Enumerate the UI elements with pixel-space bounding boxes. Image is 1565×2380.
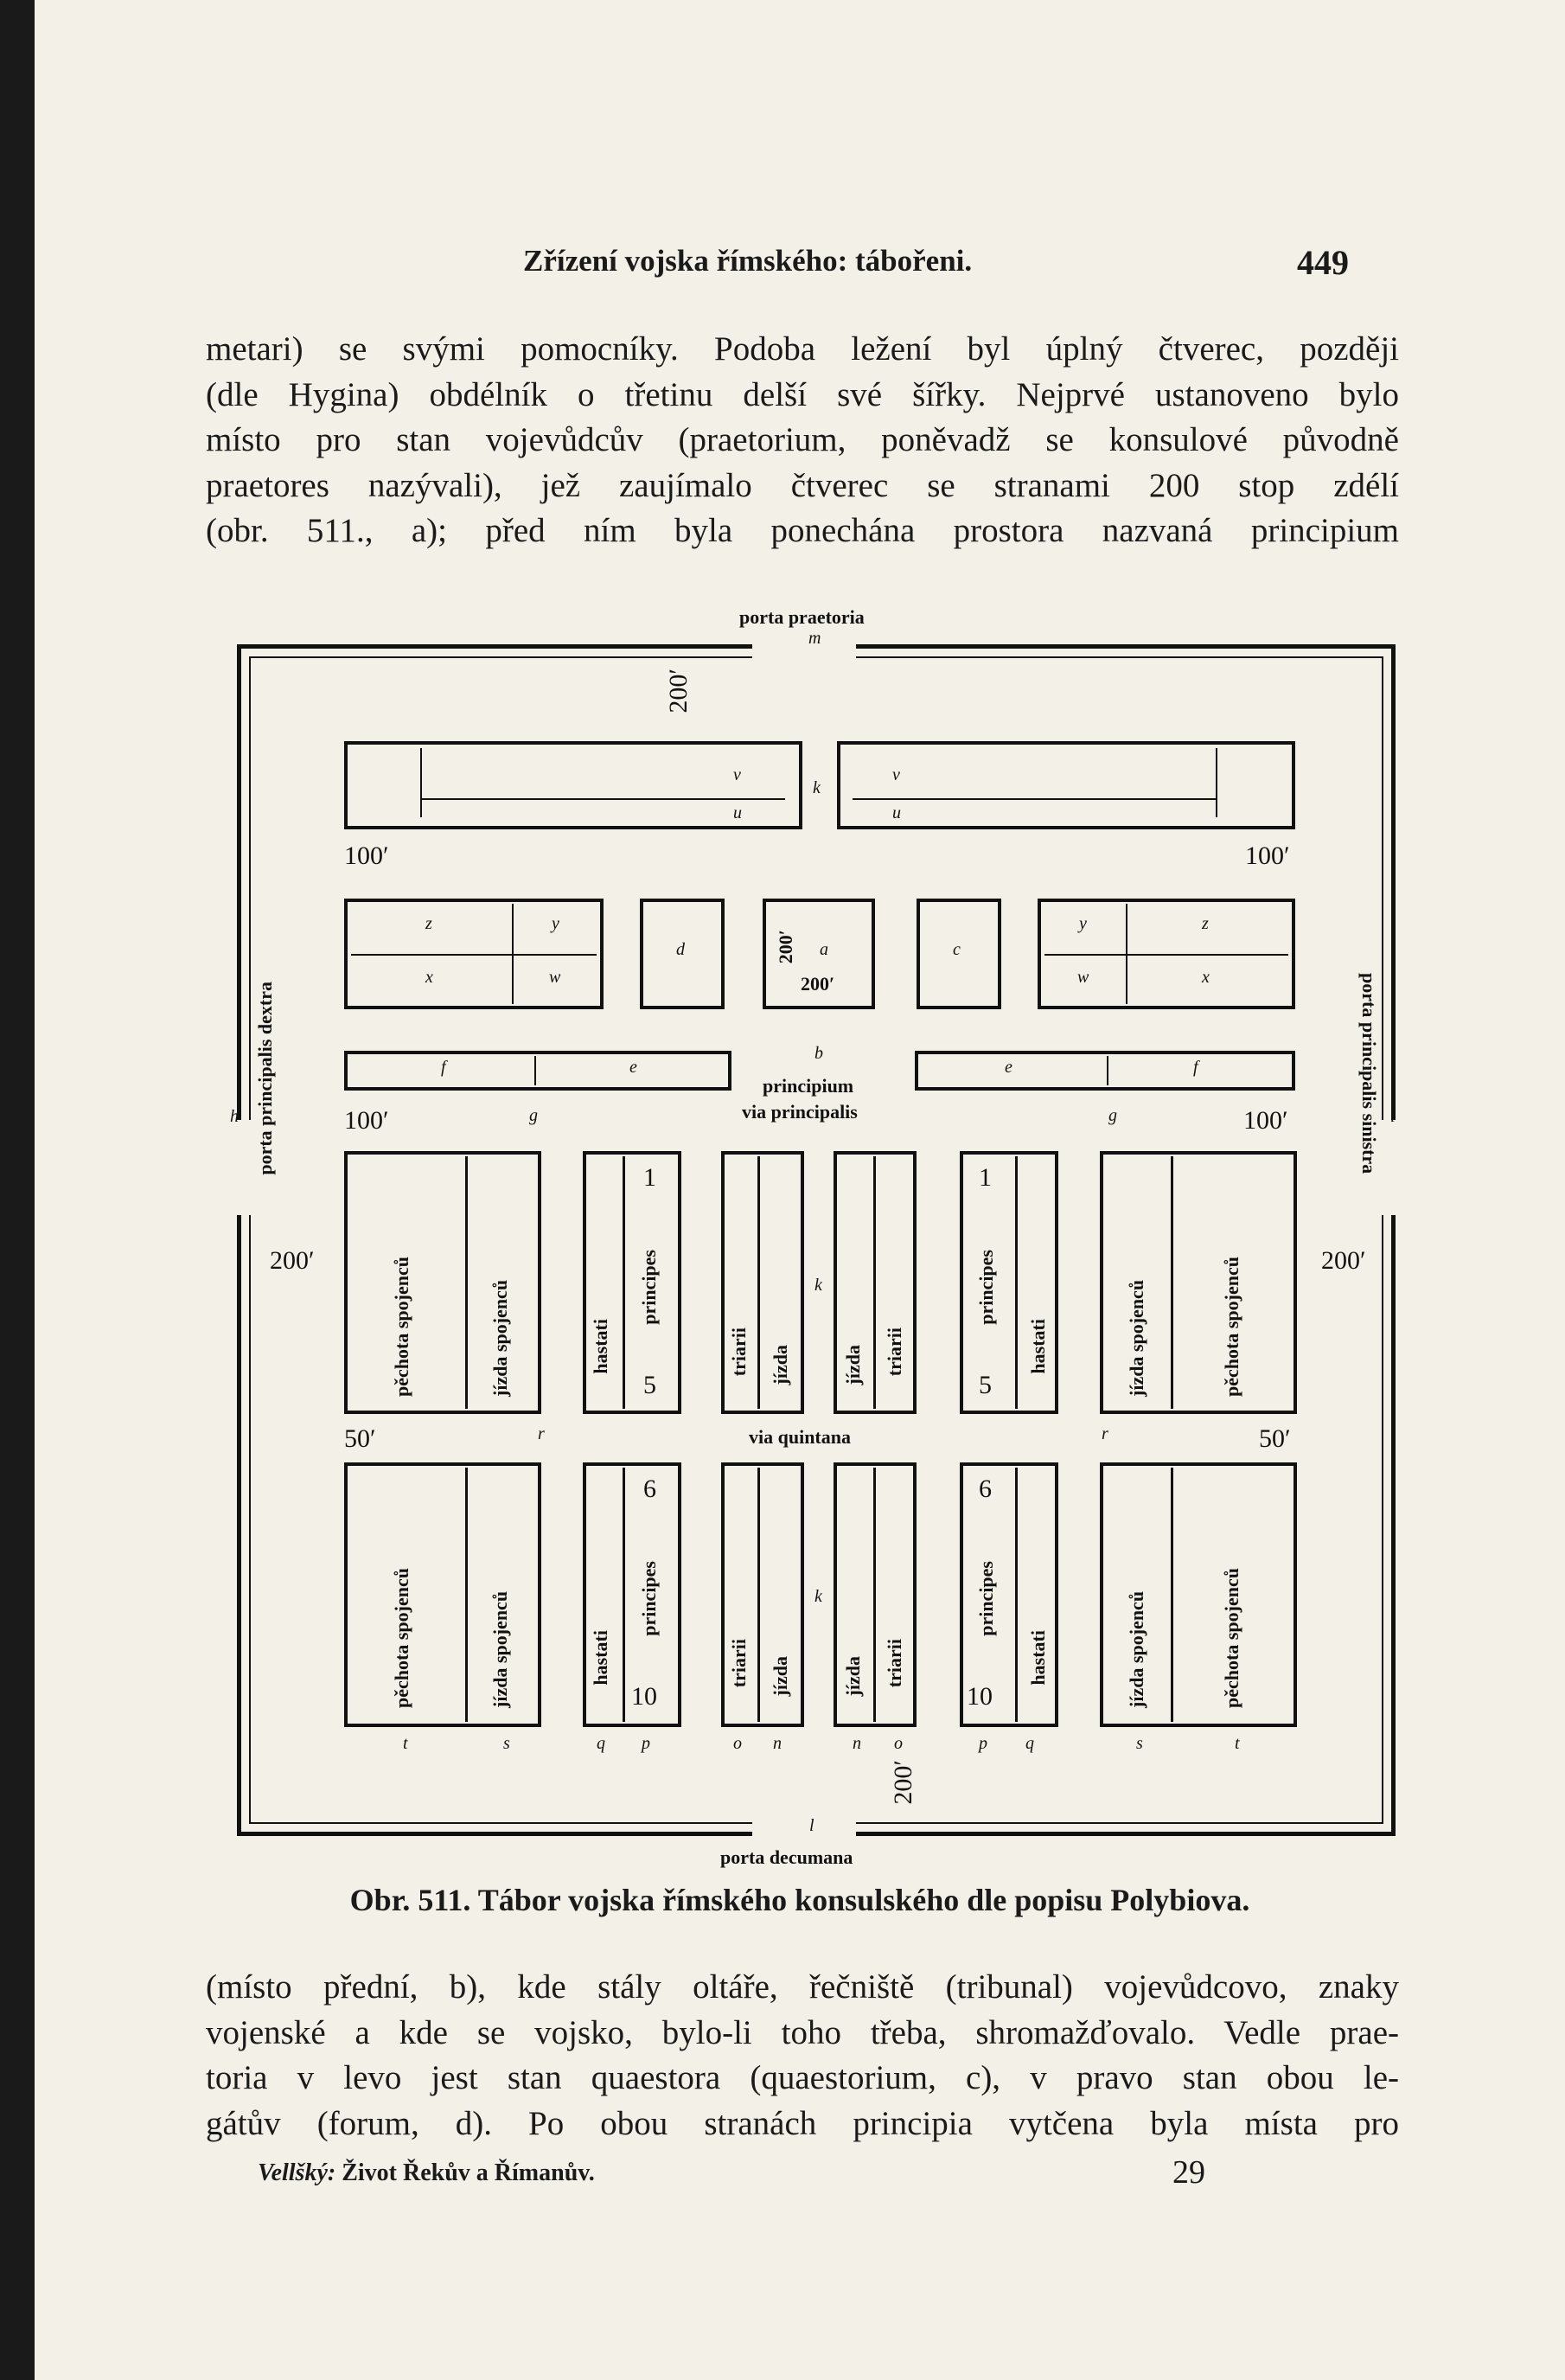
text-line: toria v levo jest stan quaestora (quaestorium, c), v pravo stan obou le- — [206, 2059, 1399, 2096]
label-jizda: jízda — [770, 1656, 791, 1697]
divider — [420, 748, 422, 817]
label-q: q — [597, 1734, 605, 1753]
label-triarii: triarii — [884, 1639, 905, 1688]
dim-100-left-2: 100′ — [344, 1106, 389, 1135]
label-a: a — [820, 940, 828, 959]
gate-gap-left — [232, 1120, 254, 1215]
text-line: místo pro stan vojevůdcův (praetorium, poněvadž se konsulové původně — [206, 421, 1399, 458]
label-x: x — [425, 968, 433, 987]
label-jizda: jízda — [842, 1656, 864, 1697]
label-triarii: triarii — [728, 1328, 750, 1377]
text-line: praetores nazývali), jež zaujímalo čtverec se stranami 200 stop zdélí — [206, 466, 1399, 504]
label-p: p — [979, 1734, 987, 1753]
label-porta-praetoria: porta praetoria — [739, 606, 865, 628]
label-g: g — [1108, 1106, 1117, 1125]
num-1: 1 — [643, 1163, 656, 1192]
label-pechota: pěchota spojenců — [391, 1568, 412, 1708]
gate-gap-right — [1378, 1120, 1401, 1215]
label-m: m — [808, 629, 821, 648]
label-principes: principes — [638, 1561, 660, 1636]
label-l: l — [809, 1816, 814, 1835]
divider — [853, 798, 1216, 800]
label-jizda-spojencu: jízda spojenců — [489, 1590, 511, 1708]
label-o: o — [894, 1734, 903, 1753]
divider — [757, 1468, 760, 1722]
divider — [351, 954, 597, 956]
label-porta-decumana: porta decumana — [720, 1846, 853, 1868]
dim-200-praetorium: 200′ — [775, 930, 796, 964]
label-principes: principes — [975, 1250, 997, 1325]
label-e: e — [629, 1058, 637, 1077]
dim-200-right: 200′ — [1321, 1246, 1366, 1275]
divider — [465, 1156, 468, 1409]
divider — [757, 1156, 760, 1409]
label-u: u — [892, 803, 901, 822]
paragraph-bottom — [206, 1965, 1399, 2146]
label-hastati: hastati — [590, 1630, 611, 1686]
label-c: c — [953, 940, 961, 959]
label-jizda-spojencu: jízda spojenců — [489, 1279, 511, 1397]
text-line: (dle Hygina) obdélník o třetinu delší své šířky. Nejprvé ustanoveno bylo — [206, 375, 1399, 413]
divider — [465, 1468, 468, 1722]
footer-title: Život Řekův a Římanův. — [342, 2159, 595, 2186]
divider — [623, 1468, 625, 1722]
label-b: b — [814, 1044, 823, 1063]
running-header: Zřízení vojska římského: tábořeni. — [523, 244, 973, 278]
dim-100-left: 100′ — [344, 841, 389, 870]
divider — [1126, 904, 1127, 1004]
block-top-right — [837, 741, 1295, 829]
label-principes: principes — [638, 1250, 660, 1325]
label-f: f — [441, 1058, 446, 1077]
label-u: u — [733, 803, 742, 822]
footer-author: Vellšký: — [258, 2159, 336, 2186]
dim-200-bottom: 200′ — [889, 1760, 917, 1805]
label-triarii: triarii — [728, 1639, 750, 1688]
divider — [623, 1156, 625, 1409]
label-k: k — [814, 1587, 822, 1606]
label-z: z — [1202, 914, 1209, 933]
block-legion-upper-1 — [583, 1151, 681, 1414]
block-ef-right — [915, 1051, 1295, 1091]
label-triarii: triarii — [884, 1328, 905, 1377]
label-k: k — [813, 778, 821, 797]
divider — [873, 1156, 876, 1409]
dim-200-top: 200′ — [664, 669, 693, 713]
camp-diagram — [199, 601, 1409, 1881]
num-6: 6 — [979, 1475, 992, 1503]
label-h: h — [230, 1107, 239, 1126]
signature-mark: 29 — [1172, 2154, 1205, 2191]
label-q: q — [1025, 1734, 1034, 1753]
label-v: v — [733, 765, 741, 784]
label-p: p — [642, 1734, 650, 1753]
dim-50-right: 50′ — [1259, 1424, 1291, 1453]
text-line: vojenské a kde se vojsko, bylo-li toho třeba, shromažďovalo. Vedle prae- — [206, 2013, 1399, 2051]
label-porta-sinistra: porta principalis sinistra — [1358, 973, 1380, 1174]
divider — [1107, 1056, 1108, 1085]
label-g: g — [529, 1106, 538, 1125]
divider — [1216, 748, 1217, 817]
label-z: z — [425, 914, 432, 933]
num-10: 10 — [631, 1682, 657, 1711]
divider — [512, 904, 514, 1004]
dim-100-right-2: 100′ — [1243, 1106, 1288, 1135]
divider — [534, 1056, 536, 1085]
figure-caption: Obr. 511. Tábor vojska římského konsulského dle popisu Polybiova. — [349, 1883, 1250, 1917]
gate-gap-top — [752, 639, 856, 662]
gate-gap-bottom — [752, 1819, 856, 1841]
label-n: n — [853, 1734, 861, 1753]
text-line: (místo přední, b), kde stály oltáře, řečniště (tribunal) vojevůdcovo, znaky — [206, 1968, 1399, 2006]
paragraph-top — [206, 327, 1399, 554]
label-n: n — [773, 1734, 782, 1753]
num-5: 5 — [643, 1371, 656, 1399]
book-page — [35, 0, 1565, 2380]
label-y: y — [1079, 914, 1087, 933]
label-hastati: hastati — [590, 1319, 611, 1374]
label-v: v — [892, 765, 900, 784]
label-r: r — [1102, 1424, 1108, 1443]
label-x: x — [1202, 968, 1210, 987]
divider — [1015, 1468, 1018, 1722]
text-line: metari) se svými pomocníky. Podoba ležení byl úplný čtverec, později — [206, 330, 1399, 368]
label-jizda: jízda — [842, 1345, 864, 1385]
label-pechota: pěchota spojenců — [1221, 1568, 1242, 1708]
label-f: f — [1193, 1058, 1198, 1077]
num-6: 6 — [643, 1475, 656, 1503]
label-s: s — [503, 1734, 510, 1753]
label-k: k — [814, 1276, 822, 1295]
dim-200-praetorium-h: 200′ — [801, 973, 835, 995]
label-hastati: hastati — [1027, 1630, 1049, 1686]
divider — [422, 798, 785, 800]
label-r: r — [538, 1424, 545, 1443]
label-principes: principes — [975, 1561, 997, 1636]
label-w: w — [1077, 968, 1089, 987]
divider — [1044, 954, 1288, 956]
label-principium: principium — [763, 1075, 854, 1097]
num-5: 5 — [979, 1371, 992, 1399]
divider — [1015, 1156, 1018, 1409]
label-hastati: hastati — [1027, 1319, 1049, 1374]
text-line: gátův (forum, d). Po obou stranách principia vytčena byla místa pro — [206, 2104, 1399, 2142]
label-s: s — [1136, 1734, 1143, 1753]
label-d: d — [676, 940, 685, 959]
label-via-quintana: via quintana — [749, 1426, 851, 1448]
dim-100-right: 100′ — [1245, 841, 1290, 870]
label-t: t — [1235, 1734, 1240, 1753]
label-o: o — [733, 1734, 742, 1753]
label-t: t — [403, 1734, 408, 1753]
divider — [873, 1468, 876, 1722]
label-pechota: pěchota spojenců — [391, 1257, 412, 1397]
label-jizda-spojencu: jízda spojenců — [1126, 1590, 1147, 1708]
label-e: e — [1005, 1058, 1012, 1077]
page-number: 449 — [1297, 243, 1349, 282]
num-10: 10 — [967, 1682, 993, 1711]
label-via-principalis: via principalis — [742, 1101, 858, 1123]
dim-200-left: 200′ — [270, 1246, 315, 1275]
label-pechota: pěchota spojenců — [1221, 1257, 1242, 1397]
label-i: i — [1390, 1107, 1396, 1126]
label-jizda-spojencu: jízda spojenců — [1126, 1279, 1147, 1397]
label-porta-dextra: porta principalis dextra — [254, 982, 276, 1175]
block-fe-left — [344, 1051, 731, 1091]
label-jizda: jízda — [770, 1345, 791, 1385]
text-line: (obr. 511., a); před ním byla ponechána prostora nazvaná principium — [206, 512, 1399, 549]
divider — [1171, 1156, 1173, 1409]
dim-50-left: 50′ — [344, 1424, 376, 1453]
label-y: y — [552, 914, 559, 933]
label-w: w — [549, 968, 561, 987]
footer-imprint — [258, 2159, 595, 2187]
num-1: 1 — [979, 1163, 992, 1192]
divider — [1171, 1468, 1173, 1722]
